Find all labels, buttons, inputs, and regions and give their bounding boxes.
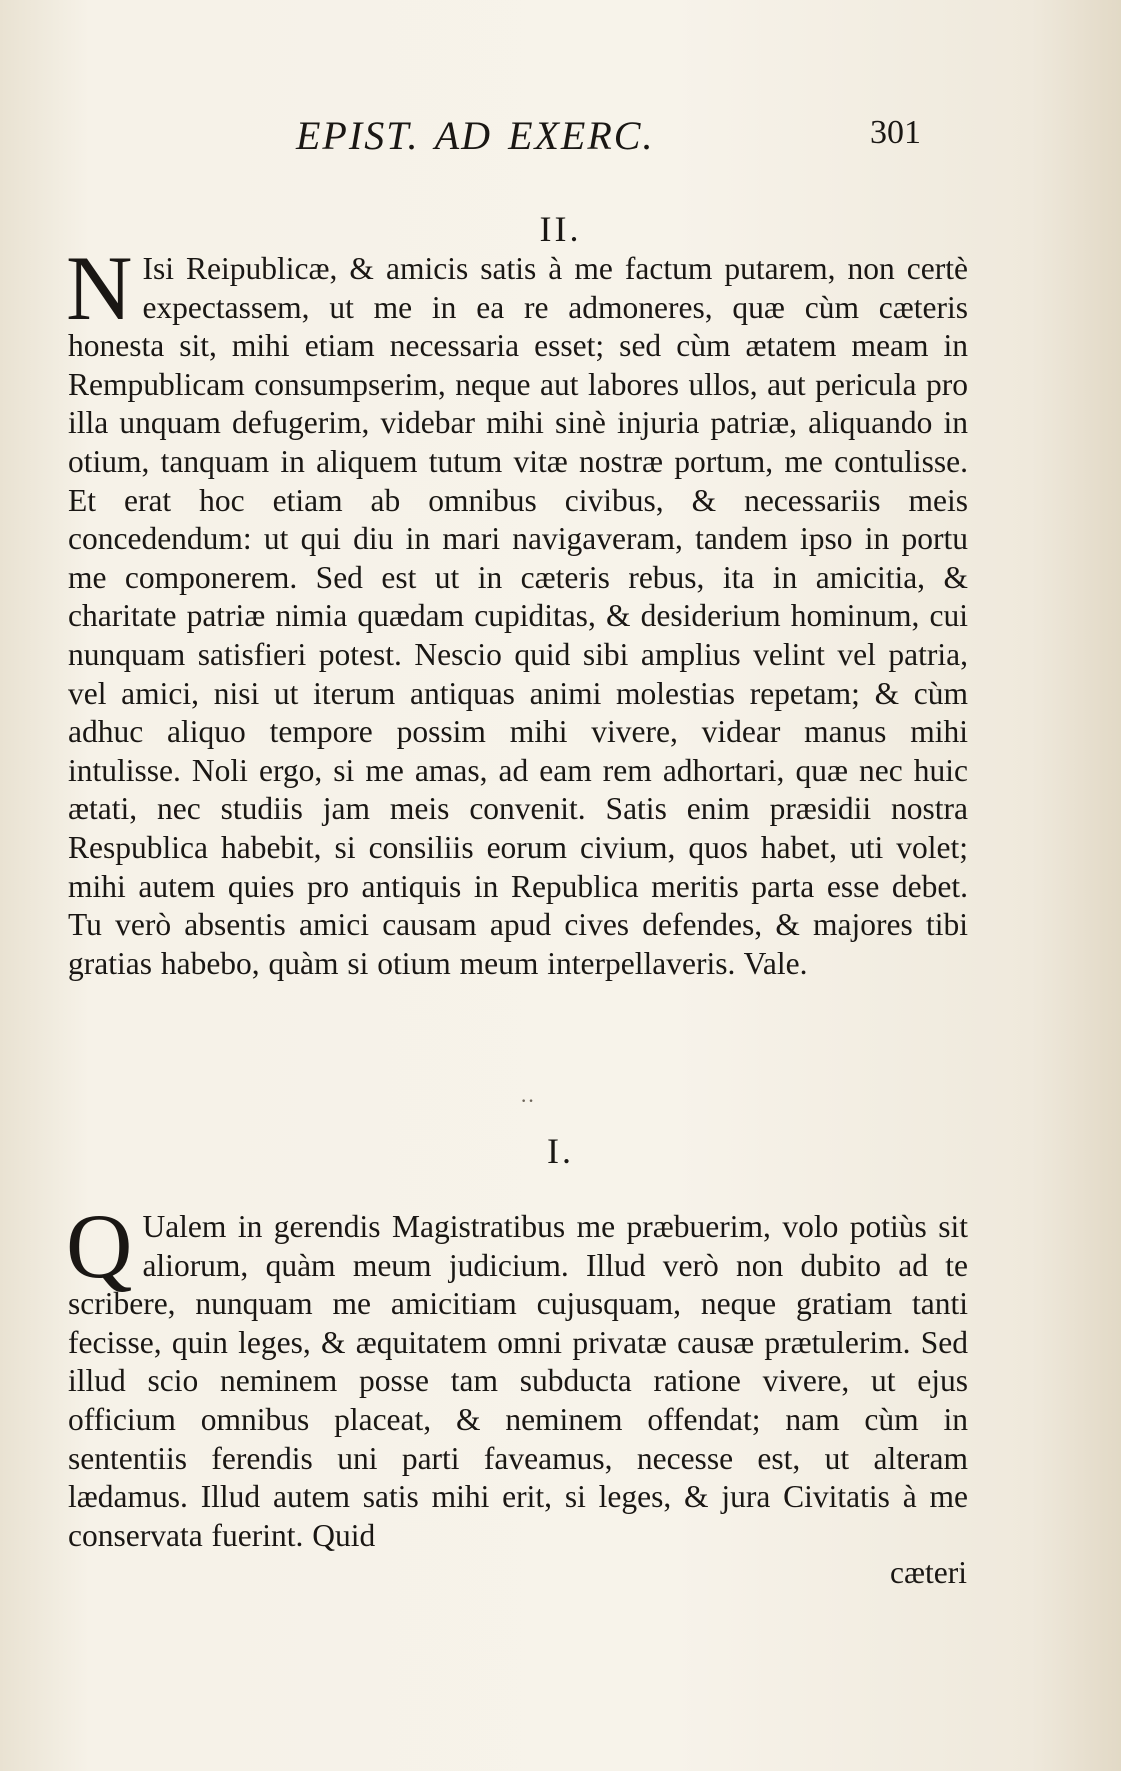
letter-text-ii: Isi Reipublicæ, & amicis satis à me factum putarem, non certè expectassem, ut me in ea re admoneres, quæ cùm cæteris honesta sit, mihi etiam necessaria esset; sed cùm ætatem meam in Rempublicam consumpserim, neque aut labores ullos, aut pericula pro illa unquam defugerim, videbar mihi sinè injuria patriæ, aliquando in otium, tanquam in aliquem tutum vitæ nostræ portum, me contulisse. Et erat hoc etiam ab omnibus civibus, & necessariis meis concedendum: ut qui diu in mari navigaveram, tandem ipso in portu me componerem. Sed est ut in cæteris rebus, ita in amicitia, & charitate patriæ nimia quædam cupiditas, & desiderium hominum, cui nunquam satisfieri potest. Nescio quid sibi amplius velint vel patria, vel amici, nisi ut iterum antiquas animi molestias repetam; & cùm adhuc aliquo tempore possim mihi vivere, videar manus mihi intulisse. Noli ergo, si me amas, ad eam rem adhortari, quæ nec huic ætati, nec studiis jam meis convenit. Satis enim præsidii nostra Respublica habebit, si consiliis eorum civium, quos habet, uti volet; mihi autem quies pro antiquis in Republica meritis parta esse debet. Tu verò absentis amici causam apud cives defendes, & majores tibi gratias habebo, quàm si otium meum interpellaveris. bbox=[68, 251, 968, 981]
drop-cap-q: Q bbox=[66, 1195, 133, 1297]
catchword: cæteri bbox=[890, 1555, 967, 1590]
letter-body-ii bbox=[66, 237, 968, 983]
letter-body-i bbox=[66, 1195, 968, 1555]
letter-closing: Vale. bbox=[743, 945, 808, 981]
letter-text-i: Ualem in gerendis Magistratibus me præbuerim, volo potiùs sit aliorum, quàm meum judicium. Illud verò non dubito ad te scribere, nunquam me amicitiam cujusquam, neque gratiam tanti fecisse, quin leges, & æquitatem omni privatæ causæ prætulerim. Sed illud scio neminem posse tam subducta ratione vivere, ut ejus officium omnibus placeat, & neminem offendat; nam cùm in sententiis ferendis uni parti faveamus, necesse est, ut alteram lædamus. Illud autem satis mihi erit, si leges, & jura Civitatis à me conservata fuerint. Quid bbox=[68, 1209, 968, 1553]
running-head: EPIST. AD EXERC. bbox=[296, 113, 655, 158]
letter-number-ii: II. bbox=[539, 209, 582, 249]
divider-ornament: ·· bbox=[520, 1088, 535, 1113]
page-header bbox=[0, 112, 1121, 162]
letter-number-i: I. bbox=[547, 1131, 574, 1171]
page-number: 301 bbox=[870, 114, 921, 151]
drop-cap-n: N bbox=[66, 237, 133, 339]
